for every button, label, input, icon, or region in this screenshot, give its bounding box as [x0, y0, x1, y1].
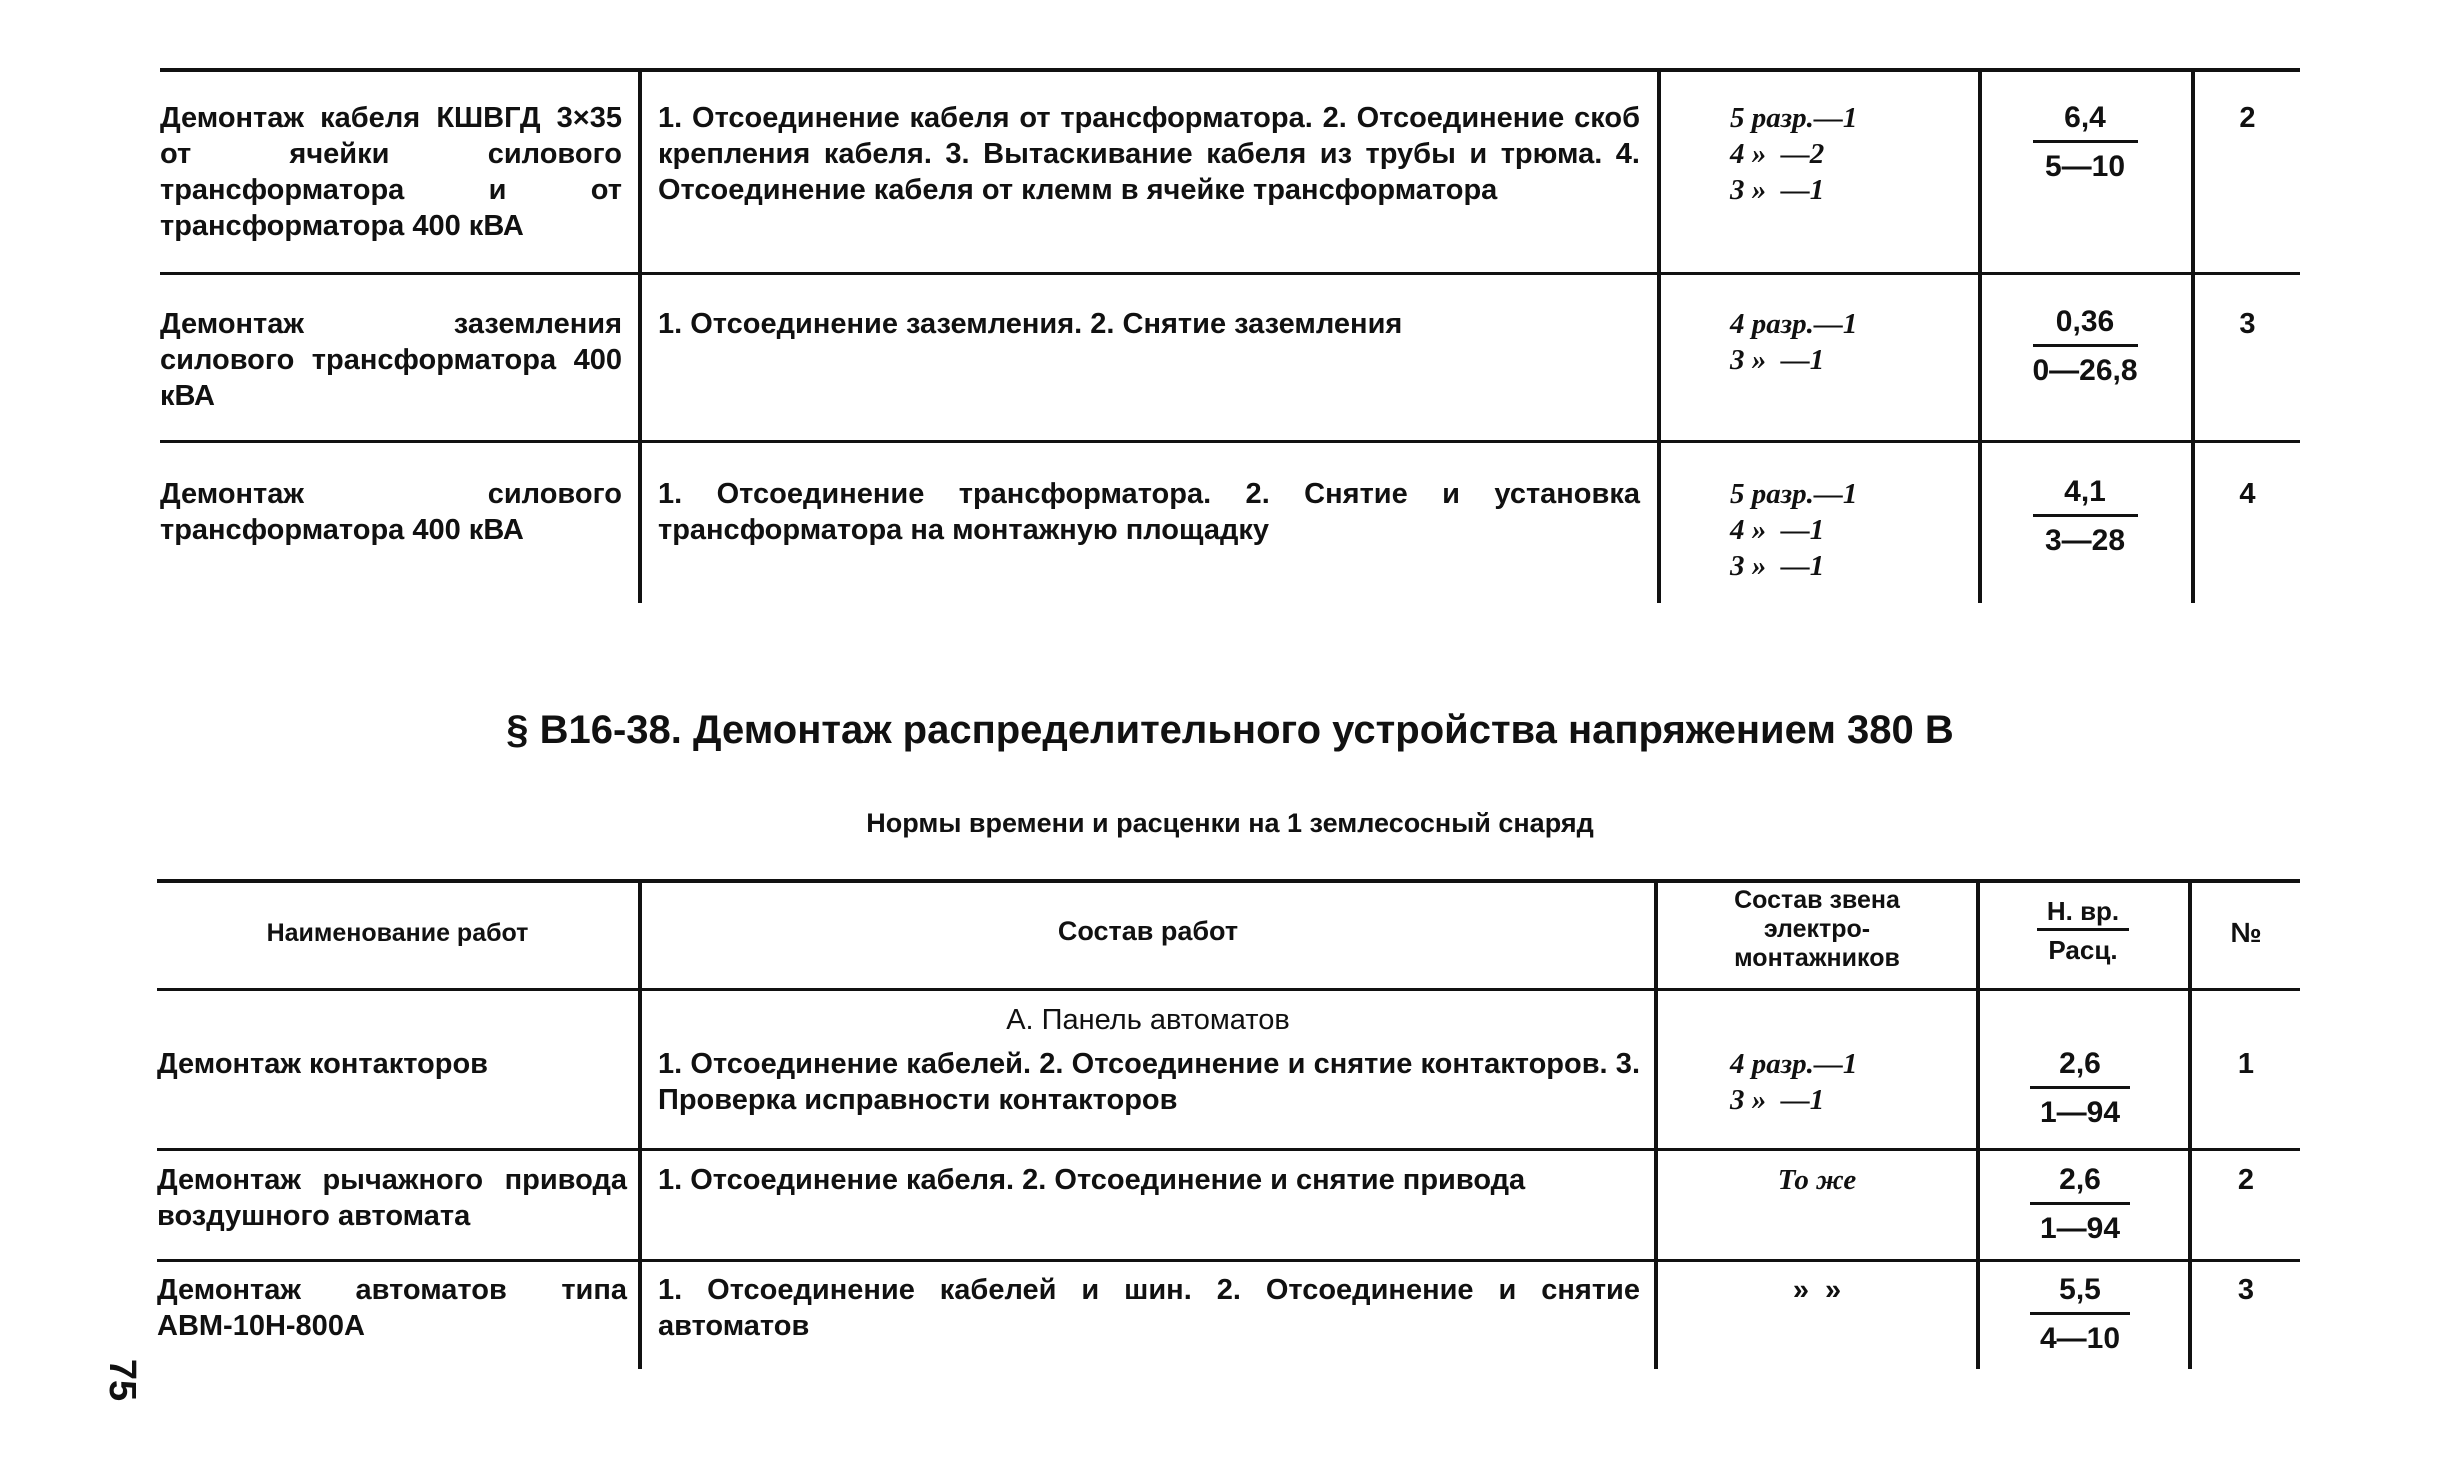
section-title: § B16-38. Демонтаж распределительного устройства напряжением 380 В	[506, 708, 1954, 752]
team-line: » »	[1792, 1274, 1842, 1306]
table-row-team	[1658, 1162, 1976, 1198]
header-norm-time: Н. вр.	[2046, 896, 2120, 926]
team-line: 3 » —1	[1730, 174, 1825, 206]
header-number: №	[2230, 917, 2262, 948]
row-number: 1	[2237, 1048, 2255, 1080]
norm-time: 2,6	[2059, 1163, 2101, 1196]
rate: 5—10	[2044, 150, 2126, 183]
fraction-bar	[2033, 140, 2138, 143]
fraction-bar	[2030, 1202, 2130, 1205]
fraction-bar	[2030, 1312, 2130, 1315]
table-row-team	[1658, 1272, 1976, 1308]
row-number: 3	[2239, 308, 2256, 340]
header-team-line: электро-	[1763, 915, 1871, 943]
norm-time: 0,36	[2055, 305, 2115, 338]
header-team-line: монтажников	[1734, 944, 1900, 972]
norm-time: 4,1	[2064, 475, 2106, 508]
header-name: Наименование работ	[266, 919, 529, 947]
table-row-team	[1730, 306, 1970, 378]
header-team	[1658, 886, 1976, 973]
table-row-team	[1730, 476, 1970, 584]
row-number: 2	[2237, 1164, 2255, 1196]
table-row-composition: 1. Отсоединение кабеля от трансформатора. 2. Отсоединение скоб крепления кабеля. 3. Вытаскивание кабеля из трубы и трюма. 4. Отсоединение кабеля от клемм в ячейке трансформатора	[658, 102, 1640, 206]
table-row-name: Демонтаж заземления силового трансформатора 400 кВА	[160, 308, 622, 412]
row-number: 2	[2239, 102, 2256, 134]
rate: 1—94	[2039, 1212, 2121, 1245]
header-composition: Состав работ	[1057, 916, 1239, 946]
table-row-name: Демонтаж контакторов	[157, 1048, 489, 1080]
rate: 4—10	[2039, 1322, 2121, 1355]
table-row-name: Демонтаж силового трансформатора 400 кВА	[160, 478, 622, 546]
column-divider	[1978, 68, 1982, 603]
team-line: 5 разр.—1	[1730, 102, 1858, 134]
header-rate: Расц.	[2048, 935, 2118, 965]
table-row-composition: 1. Отсоединение заземления. 2. Снятие заземления	[658, 308, 1403, 340]
team-line: То же	[1777, 1164, 1857, 1196]
subsection-title: А. Панель автоматов	[1006, 1004, 1290, 1036]
fraction-bar	[2033, 514, 2138, 517]
norm-fraction	[2005, 1272, 2155, 1357]
fraction-bar	[2037, 928, 2129, 931]
team-line: 5 разр.—1	[1730, 478, 1858, 510]
team-line: 4 » —2	[1730, 138, 1825, 170]
norm-fraction	[2000, 304, 2170, 389]
table-row-composition: 1. Отсоединение трансформатора. 2. Снятие и установка трансформатора на монтажную площадку	[658, 478, 1640, 546]
norm-time: 6,4	[2064, 101, 2106, 134]
norm-time: 5,5	[2059, 1273, 2101, 1306]
rate: 3—28	[2044, 524, 2126, 557]
team-line: 3 » —1	[1730, 1084, 1825, 1116]
rate: 0—26,8	[2032, 354, 2138, 387]
rate: 1—94	[2039, 1096, 2121, 1129]
column-divider	[638, 68, 642, 603]
table-row-team	[1730, 1046, 1970, 1118]
team-line: 4 » —1	[1730, 514, 1825, 546]
table-subtitle: Нормы времени и расценки на 1 землесосный снаряд	[866, 808, 1594, 838]
header-team-line: Состав звена	[1734, 886, 1900, 914]
table-row-composition: 1. Отсоединение кабелей. 2. Отсоединение и снятие контакторов. 3. Проверка исправности контакторов	[658, 1048, 1640, 1116]
table-row-name: Демонтаж кабеля КШВГД 3×35 от ячейки силового трансформатора и от трансформатора 400 кВА	[160, 102, 622, 242]
team-line: 4 разр.—1	[1730, 1048, 1858, 1080]
table-row-team	[1730, 100, 1970, 208]
header-norm	[1990, 896, 2176, 965]
table-row-composition: 1. Отсоединение кабелей и шин. 2. Отсоединение и снятие автоматов	[658, 1274, 1640, 1342]
table-row-name: Демонтаж автоматов типа АВМ-10Н-800А	[157, 1274, 627, 1342]
norm-fraction	[2005, 1046, 2155, 1131]
norm-fraction	[2010, 100, 2160, 185]
table-row-name: Демонтаж рычажного привода воздушного автомата	[157, 1164, 627, 1232]
column-divider	[638, 879, 642, 1369]
team-line: 3 » —1	[1730, 550, 1825, 582]
page-number: 75	[101, 1358, 143, 1402]
team-line: 4 разр.—1	[1730, 308, 1858, 340]
norm-fraction	[2010, 474, 2160, 559]
column-divider	[1657, 68, 1661, 603]
norm-time: 2,6	[2059, 1047, 2101, 1080]
row-number: 3	[2237, 1274, 2255, 1306]
column-divider	[1976, 879, 1980, 1369]
norm-fraction	[2005, 1162, 2155, 1247]
row-number: 4	[2239, 478, 2256, 510]
fraction-bar	[2030, 1086, 2130, 1089]
fraction-bar	[2033, 344, 2138, 347]
team-line: 3 » —1	[1730, 344, 1825, 376]
table-row-composition: 1. Отсоединение кабеля. 2. Отсоединение и снятие привода	[658, 1164, 1526, 1196]
